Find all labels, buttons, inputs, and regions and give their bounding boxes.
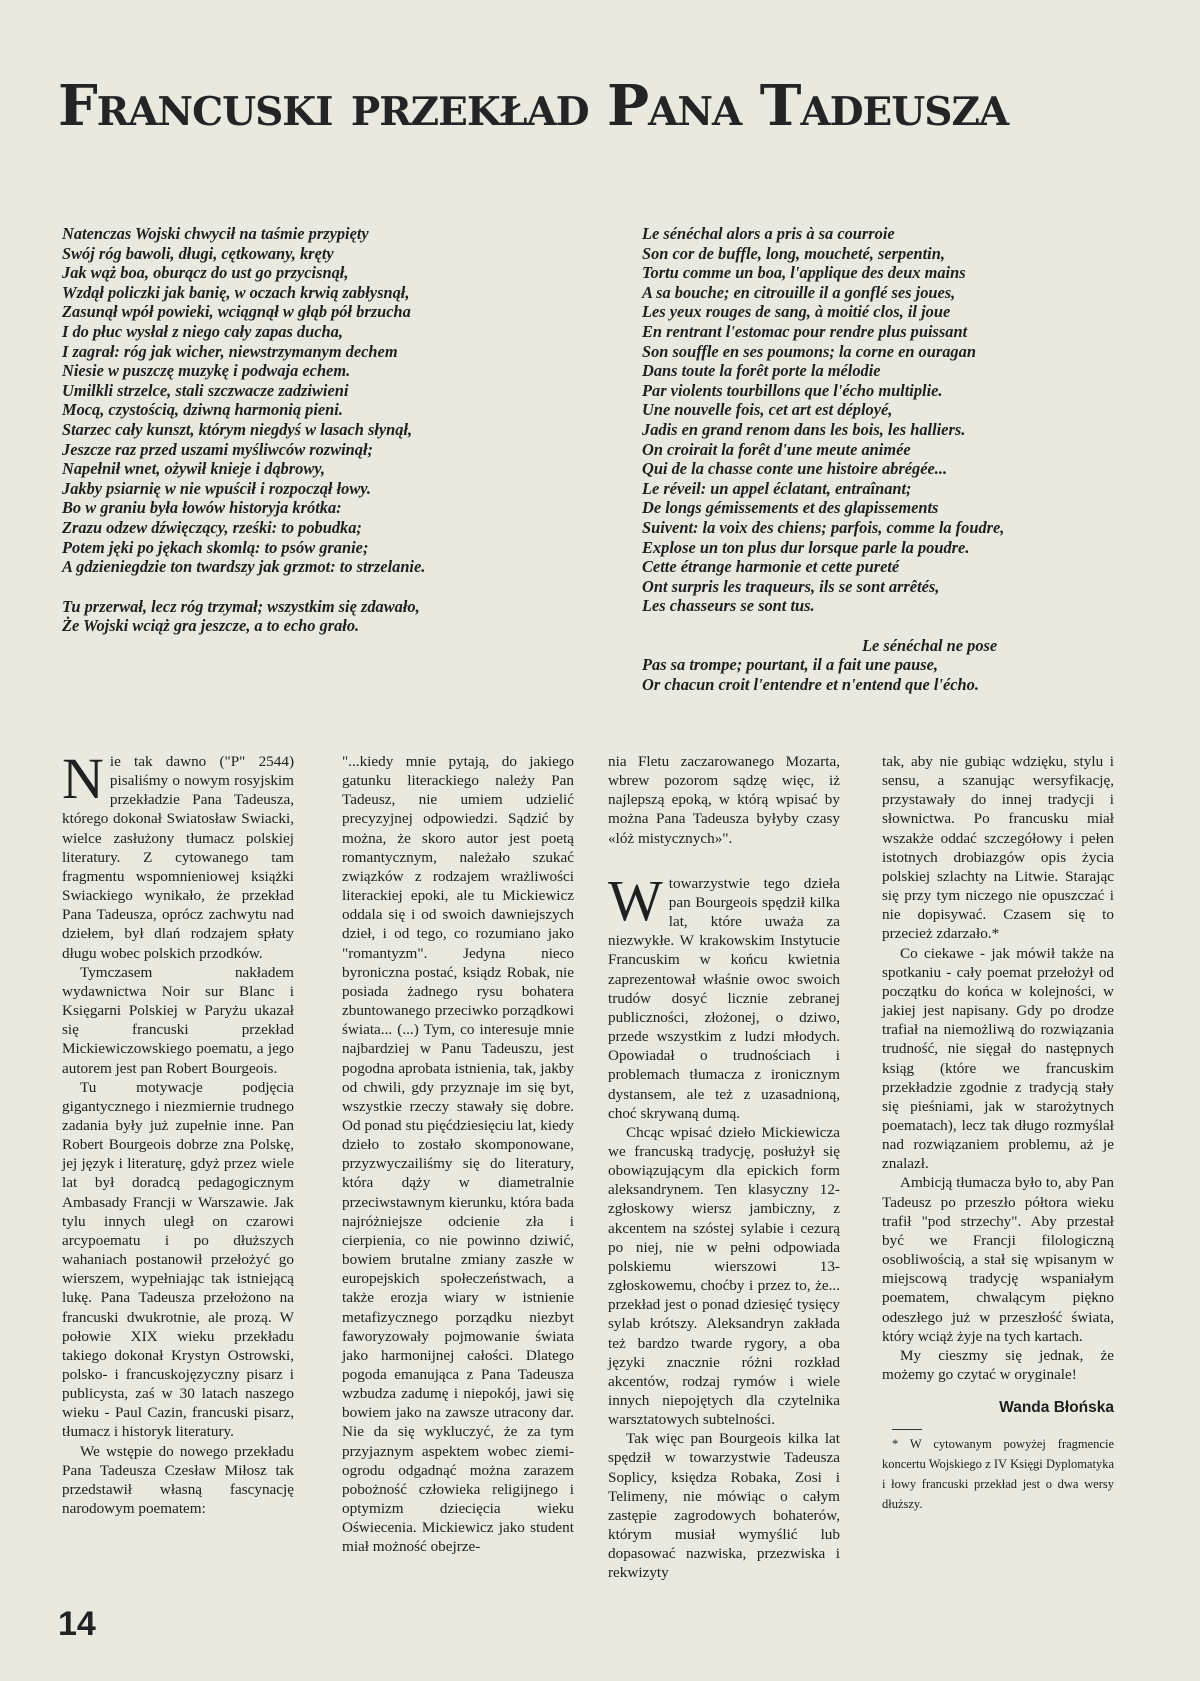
poem-line: Ont surpris les traqueurs, ils se sont arrêtés, (642, 576, 940, 596)
french-poem (642, 224, 1182, 695)
poem-line: Tu przerwał, lecz róg trzymał; wszystkim się zdawało, (62, 596, 420, 616)
poem-line: De longs gémissements et des glapissements (642, 498, 939, 518)
poem-line: Potem jęki po jękach skomlą: to psów granie; (62, 537, 369, 557)
author-signature: Wanda Błońska (999, 1399, 1114, 1417)
poem-line: Dans toute la forêt porte la mélodie (642, 361, 881, 381)
poem-line: Swój róg bawoli, długi, cętkowany, kręty (62, 243, 334, 263)
drop-cap: N (62, 746, 104, 811)
poem-line: Son cor de buffle, long, moucheté, serpentin, (642, 243, 945, 263)
article-column-2 (342, 752, 574, 1557)
poem-line: Une nouvelle fois, cet art est déployé, (642, 400, 893, 420)
poem-line: Napełnił wnet, ożywił knieje i dąbrowy, (62, 459, 326, 479)
poem-line: Tortu comme un boa, l'applique des deux mains (642, 263, 966, 283)
poem-line: I do płuc wysłał z niego cały zapas ducha, (62, 321, 343, 341)
poem-line: Jakby psiarnię w nie wpuścił i rozpoczął łowy. (62, 478, 372, 498)
poem-line: En rentrant l'estomac pour rendre plus puissant (642, 321, 968, 341)
poem-line: Mocą, czystością, dziwną harmonią pieni. (62, 400, 343, 420)
french-poem-stanza-1 (642, 224, 1182, 616)
article-column-3 (608, 752, 840, 1583)
paragraph: My cieszmy się jednak, że możemy go czytać w oryginale! (882, 1346, 1114, 1383)
paragraph: Tu motywacje podjęcia gigantycznego i niezmiernie trudnego zadania były już zupełnie inne. Pan Robert Bourgeois dobrze zna Polskę, jej język i literaturę, gdyż przez wiele lat był doradcą pedagogicznym Ambasady Francji w Warszawie. Jak tylu innych uległ on czarowi arcypoematu i po dłuższych wahaniach postanowił przełożyć go wierszem, wypełniając tak istniejącą lukę. Pana Tadeusza przełożono na francuski dwukrotnie, ale prozą. W połowie XIX wieku przekładu takiego dokonał Krystyn Ostrowski, polsko- i francuskojęzyczny pisarz i publicysta, zaś w 30 latach naszego wieku - Paul Cazin, francuski pisarz, tłumacz i historyk literatury. (62, 1078, 294, 1441)
article-column-1 (62, 746, 294, 1518)
paragraph: nia Fletu zaczarowanego Mozarta, wbrew pozorom sądzę więc, iż najlepszą epoką, w którą wpisać by można Pana Tadeusza byłyby czasy «lóż mistycznych»". (608, 753, 840, 847)
poem-line: Jadis en grand renom dans les bois, les halliers. (642, 419, 966, 439)
paragraph: Co ciekawe - jak mówił także na spotkaniu - cały poemat przełożył od początku do końca w kolejności, w jakiej jest napisany. Gdy po drodze trafiał na niemożliwą do rozwiązania trudność, nie sięgał do następnych ksiąg (które we francuskim przekładzie zgodnie z tradycją stały się pieśniami, jak w starożytnych poematach), lecz tak długo rozmyślał nad rozwiązaniem problemu, aż je znalazł. (882, 944, 1114, 1173)
polish-poem (62, 224, 602, 636)
poem-line: Son souffle en ses poumons; la corne en ouragan (642, 341, 976, 361)
paragraph: Tymczasem nakładem wydawnictwa Noir sur Blanc i Księgarni Polskiej w Paryżu ukazał się francuski przekład Mickiewiczowskiego poematu, a jego autorem jest pan Robert Bourgeois. (62, 963, 294, 1077)
polish-poem-stanza-1 (62, 224, 602, 577)
poem-line: Or chacun croit l'entendre et n'entend que l'écho. (642, 675, 979, 695)
poem-line: On croirait la forêt d'une meute animée (642, 439, 911, 459)
article-title: Francuski przekład Pana Tadeusza (58, 73, 1009, 139)
poem-line: Że Wojski wciąż gra jeszcze, a to echo grało. (62, 616, 360, 636)
paragraph: Nie tak dawno ("P" 2544) pisaliśmy o nowym rosyjskim przekładzie Pana Tadeusza, którego dokonał Swiatosław Swiacki, wielce zasłużony tłumacz polskiej literatury. Z cytowanego tam fragmentu wspomnieniowej książki Swiackiego wynikało, że przekład Pana Tadeusza, oprócz zachwytu nad dziełem, był dlań rodzajem spłaty długu wobec polskich przodków. (62, 746, 294, 962)
polish-poem-stanza-2 (62, 597, 602, 636)
poem-line: Pas sa trompe; pourtant, il a fait une pause, (642, 655, 938, 675)
poem-line: Les yeux rouges de sang, à moitié clos, il joue (642, 302, 951, 322)
poem-line: Par violents tourbillons que l'écho multiplie. (642, 380, 943, 400)
poem-line: Le sénéchal ne pose (862, 635, 998, 655)
poem-line: A gdzieniegdzie ton twardszy jak grzmot: to strzelanie. (62, 557, 426, 577)
footnote: * W cytowanym powyżej fragmencie koncertu Wojskiego z IV Księgi Dyplomatyka i łowy francuski przekład jest o dwa wersy dłuższy. (882, 1437, 1114, 1512)
poem-line: Le réveil: un appel éclatant, entraînant; (642, 478, 912, 498)
quote-paragraph: "...kiedy mnie pytają, do jakiego gatunku literackiego należy Pan Tadeusz, nie umiem udzielić precyzyjnej odpowiedzi. Sądzić by można, że skoro autor jest poetą romantycznym, należało szukać związków z rodzajem wrażliwości literackiej epoki, ale tu Mickiewicz oddala się i od swoich dawniejszych dzieł, i od tego, co rozumiano jako "romantyzm". Jedyna nieco byroniczna postać, ksiądz Robak, nie posiada żadnego rysu bohatera zbuntowanego przeciwko porządkowi świata... (...) Tym, co interesuje mnie najbardziej w Panu Tadeuszu, jest pogodna aprobata istnienia, tak, jakby od chwili, gdy przyznaje im się byt, wszystkie rzeczy stawały się dobre. Od ponad stu pięćdziesięciu lat, kiedy dzieło to zostało skomponowane, przyzwyczailiśmy się do literatury, która dąży w diametralnie przeciwstawnym kierunku, która bada najróżniejsze odcienie zła i cierpienia, co nie powinno dziwić, bowiem brutalne zmiany zaszłe w europejskich społeczeństwach, a także erozja wiary w istnienie metafizycznego porządku niezbyt faworyzowały pojmowanie świata jako harmonijnej całości. Dlatego pogoda emanująca z Pana Tadeusza wzbudza zadumę i niepokój, jawi się bowiem jako na zawsze utracony dar. Nie da się wykluczyć, że za tym przyjaznym aspektem wobec ziemi-ogrodu odgadnąć można zarazem pobożność człowieka religijnego i optymizm dziecięcia wieku Oświecenia. Mickiewicz jako student miał możność obejrze- (342, 753, 574, 1556)
poem-line: Wzdął policzki jak banię, w oczach krwią zabłysnął, (62, 282, 410, 302)
poem-line: Umilkli strzelce, stali szczwacze zadziwieni (62, 380, 349, 400)
paragraph: We wstępie do nowego przekładu Pana Tadeusza Czesław Miłosz tak przedstawił własną fascynację narodowym poematem: (62, 1442, 294, 1518)
paragraph: Chcąc wpisać dzieło Mickiewicza we francuską tradycję, posłużył się obowiązującym dla epickich form aleksandrynem. Ten klasyczny 12-zgłoskowy wiersz jambiczny, z akcentem na szóstej sylabie i cezurą po niej, nie w pełni odpowiada polskiemu wierszowi 13-zgłoskowemu, choćby i przez to, że... przekład jest o ponad dziesięć tysięcy sylab krótszy. Aleksandryn zakłada też bardzo twarde rygory, a oba języki znacznie różni rozkład akcentów, rodzaj rymów i wiele innych niepojętych dla czytelnika warsztatowych subtelności. (608, 1123, 840, 1429)
poem-line: Qui de la chasse conte une histoire abrégée... (642, 459, 948, 479)
page-number: 14 (58, 1605, 96, 1643)
footnote-divider (892, 1429, 922, 1430)
french-poem-stanza-2 (642, 636, 1182, 695)
poem-line: Zasunął wpół powieki, wciągnął w głąb pół brzucha (62, 302, 411, 322)
poem-line: Zrazu odzew dźwięczący, rześki: to pobudka; (62, 517, 362, 537)
poem-line: Suivent: la voix des chiens; parfois, comme la foudre, (642, 517, 1005, 537)
poem-line: I zagrał: róg jak wicher, niewstrzymanym dechem (62, 341, 398, 361)
paragraph: Ambicją tłumacza było to, aby Pan Tadeusz po przeszło półtora wieku trafił "pod strzechy". Aby przestał być we Francji filologiczną osobliwością, a stał się wpisanym w miejscową tradycję wspaniałym poematem, chwalącym piękno odeszłego już w przeszłość świata, który wciąż żyje na tych kartach. (882, 1174, 1114, 1345)
poem-line: Bo w graniu była łowów historyja krótka: (62, 498, 342, 518)
poem-line: Starzec cały kunszt, którym niegdyś w lasach słynął, (62, 419, 413, 439)
paragraph: tak, aby nie gubiąc wdzięku, stylu i sensu, a szanując wersyfikację, przystawały do innej tradycji i słownictwa. Po francusku miał wszakże oddać szczegółowy i pełen istotnych drobiazgów opis życia polskiej szlachty na Litwie. Starając się przy tym niczego nie opuszczać i nie dopisywać. Czasem się to przecież zdarzało.* (882, 753, 1114, 943)
poem-line: Niesie w puszczę muzykę i podwaja echem. (62, 361, 351, 381)
article-column-4 (882, 752, 1114, 1514)
drop-cap: W (608, 867, 663, 933)
poem-line: A sa bouche; en citrouille il a gonflé ses joues, (642, 282, 956, 302)
poem-line: Jak wąż boa, oburącz do ust go przycisnął, (62, 263, 349, 283)
poem-line: Le sénéchal alors a pris à sa courroie (642, 224, 895, 243)
poem-line: Explose un ton plus dur lorsque parle la poudre. (642, 537, 970, 557)
poem-line: Natenczas Wojski chwycił na taśmie przypięty (62, 224, 369, 243)
poem-line: Jeszcze raz przed uszami myśliwców rozwinął; (62, 439, 373, 459)
poem-line: Les chasseurs se sont tus. (642, 596, 815, 616)
paragraph: Tak więc pan Bourgeois kilka lat spędził w towarzystwie Tadeusza Soplicy, księdza Robaka, Zosi i Telimeny, nie mówiąc o całym zastępie zagrodowych bohaterów, którym musiał wymyślić lub dopasować nazwiska, przezwiska i rekwizyty (608, 1430, 840, 1582)
poem-line: Cette étrange harmonie et cette pureté (642, 557, 900, 577)
paragraph: Wtowarzystwie tego dzieła pan Bourgeois spędził kilka lat, które uważa za niezwykłe. W krakowskim Instytucie Francuskim w końcu kwietnia zaprezentował właśnie owoc swoich trudów dosyć licznie zebranej publiczności, złożonej, o dziwo, przede wszystkim z ludzi młodych. Opowiadał o trudnościach i problemach tłumacza z ironicznym dystansem, ale też z uzasadnioną, choć skrywaną dumą. (608, 867, 840, 1122)
